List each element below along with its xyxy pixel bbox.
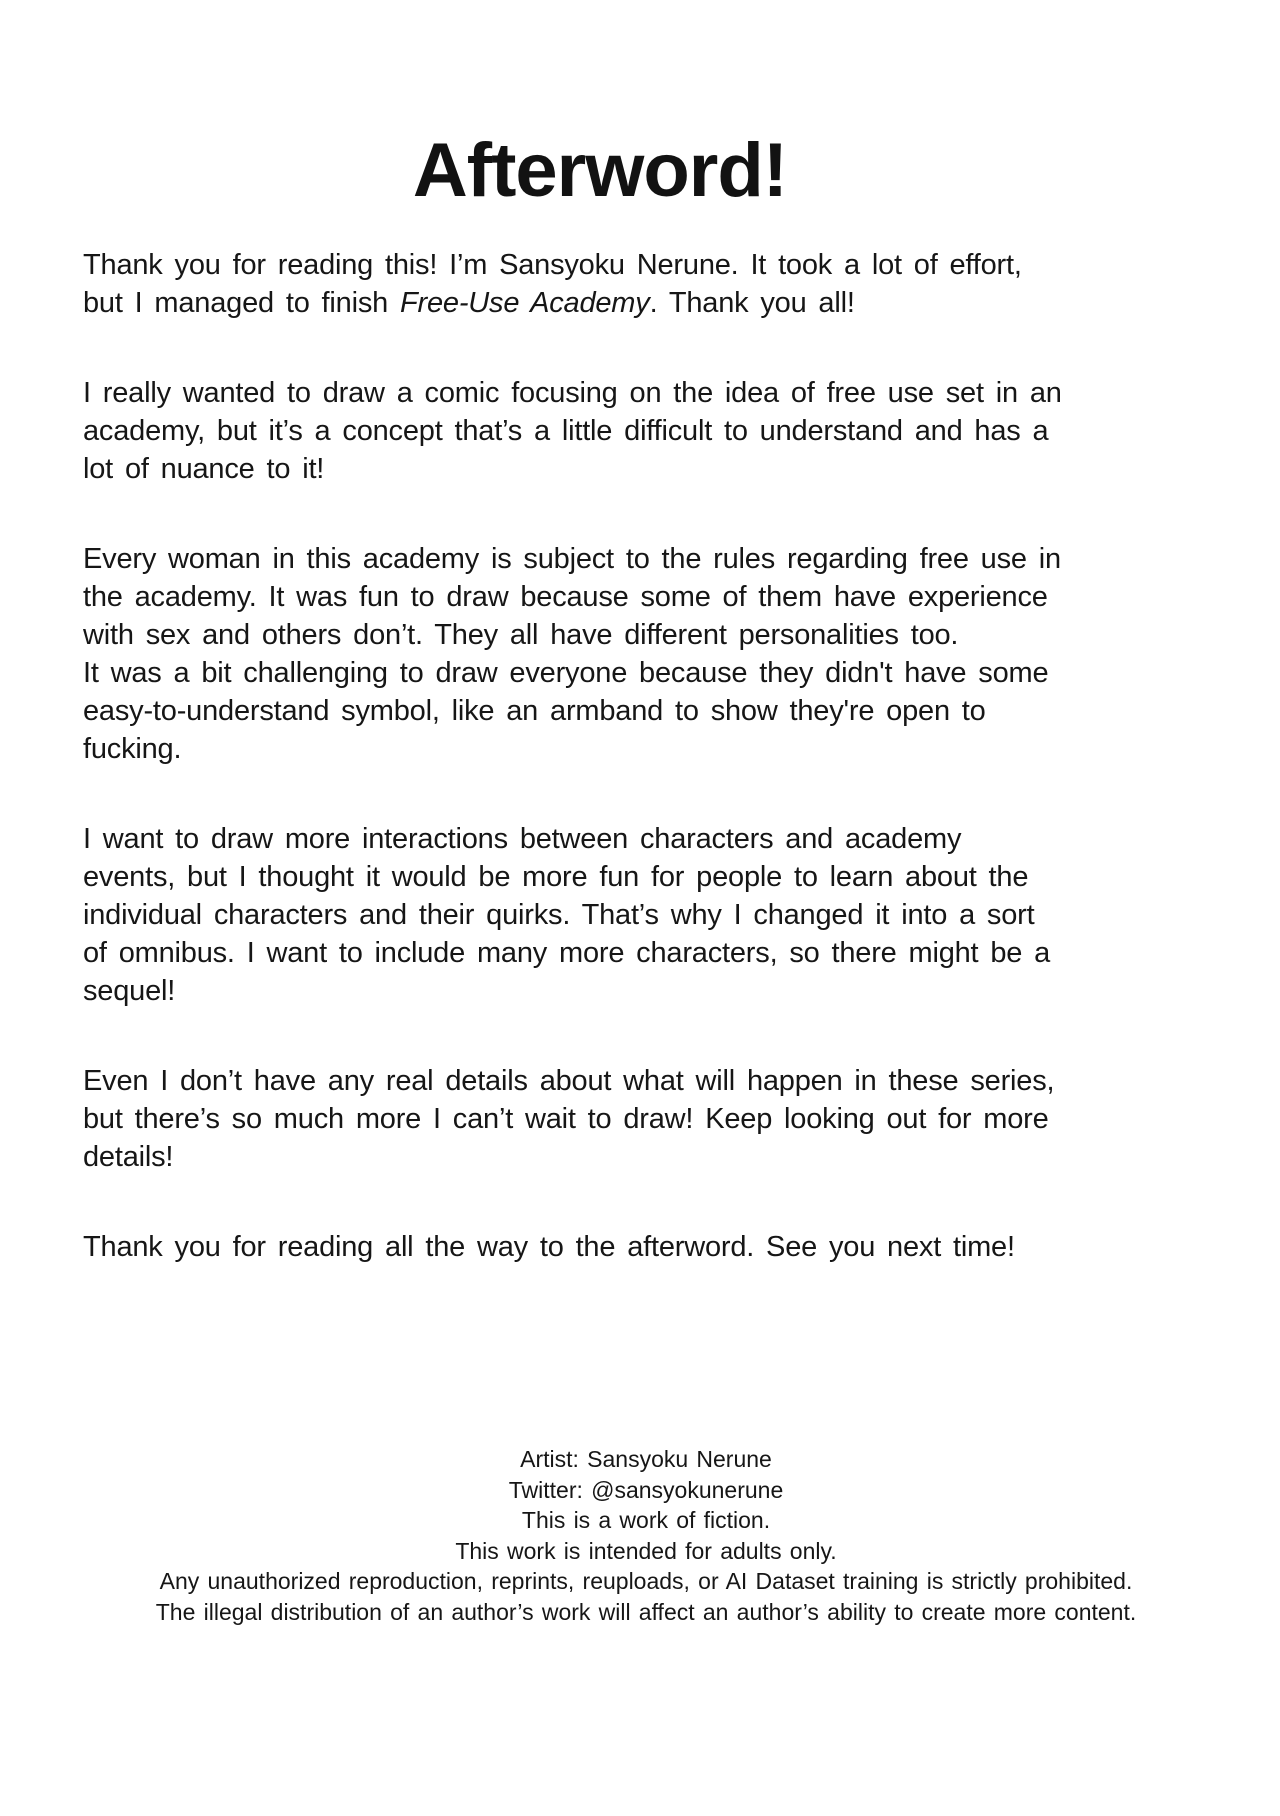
text-segment: lot of nuance to it! bbox=[83, 453, 325, 485]
text-segment: of omnibus. I want to include many more characters, so there might be a bbox=[83, 937, 1051, 969]
credit-line: Artist: Sansyoku Nerune bbox=[520, 1446, 772, 1472]
text-segment: I really wanted to draw a comic focusing on the idea of free use set in an bbox=[83, 377, 1062, 409]
credit-line: This is a work of fiction. bbox=[521, 1507, 771, 1533]
text-segment: Thank you for reading this! I’m Sansyoku Nerune. It took a lot of effort, bbox=[83, 249, 1022, 281]
text-line bbox=[83, 692, 1223, 730]
afterword-body bbox=[83, 246, 1223, 1318]
text-segment: individual characters and their quirks. That’s why I changed it into a sort bbox=[83, 899, 1035, 931]
text-line bbox=[83, 616, 1223, 654]
paragraph bbox=[83, 820, 1223, 1010]
paragraph bbox=[83, 246, 1223, 322]
credit-line: Twitter: @sansyokunerune bbox=[508, 1476, 784, 1503]
text-segment: sequel! bbox=[83, 975, 176, 1007]
text-line bbox=[83, 730, 1223, 768]
text-line bbox=[83, 1100, 1223, 1138]
credits-block bbox=[0, 1444, 1280, 1627]
paragraph bbox=[83, 1228, 1223, 1266]
credit-line: The illegal distribution of an author’s work will affect an author’s ability to create more content. bbox=[155, 1598, 1137, 1625]
text-segment: It was a bit challenging to draw everyone because they didn't have some bbox=[83, 657, 1049, 689]
text-segment: Thank you for reading all the way to the afterword. See you next time! bbox=[83, 1231, 1015, 1263]
text-segment: . Thank you all! bbox=[649, 287, 855, 319]
text-line bbox=[83, 1062, 1223, 1100]
page-title: Afterword! bbox=[412, 127, 788, 213]
text-line bbox=[83, 972, 1223, 1010]
text-segment: I want to draw more interactions between characters and academy bbox=[83, 823, 962, 855]
italic-text: Free-Use Academy bbox=[399, 287, 650, 319]
paragraph bbox=[83, 374, 1223, 488]
text-line bbox=[83, 1228, 1223, 1266]
text-line bbox=[83, 578, 1223, 616]
credit-line: Any unauthorized reproduction, reprints, reuploads, or AI Dataset training is strictly prohibited. bbox=[159, 1568, 1133, 1594]
text-line bbox=[83, 374, 1223, 412]
text-segment: the academy. It was fun to draw because some of them have experience bbox=[83, 581, 1048, 613]
text-segment: but there’s so much more I can’t wait to draw! Keep looking out for more bbox=[83, 1103, 1049, 1135]
text-segment: with sex and others don’t. They all have different personalities too. bbox=[83, 619, 959, 651]
text-line bbox=[83, 858, 1223, 896]
text-line bbox=[83, 820, 1223, 858]
paragraph bbox=[83, 1062, 1223, 1176]
text-line bbox=[83, 654, 1223, 692]
text-line bbox=[83, 896, 1223, 934]
text-line bbox=[83, 246, 1223, 284]
text-segment: but I managed to finish bbox=[83, 287, 400, 319]
text-segment: easy-to-understand symbol, like an armband to show they're open to bbox=[83, 695, 986, 727]
text-line bbox=[83, 412, 1223, 450]
text-segment: events, but I thought it would be more fun for people to learn about the bbox=[83, 861, 1029, 893]
text-segment: Even I don’t have any real details about what will happen in these series, bbox=[83, 1065, 1055, 1097]
text-line bbox=[83, 1138, 1223, 1176]
text-segment: Every woman in this academy is subject to the rules regarding free use in bbox=[83, 543, 1061, 575]
text-segment: details! bbox=[83, 1141, 174, 1173]
text-line bbox=[83, 284, 1223, 322]
text-line bbox=[83, 540, 1223, 578]
paragraph bbox=[83, 540, 1223, 768]
text-segment: academy, but it’s a concept that’s a little difficult to understand and has a bbox=[83, 415, 1049, 447]
text-segment: fucking. bbox=[83, 733, 182, 765]
text-line bbox=[83, 450, 1223, 488]
credit-line: This work is intended for adults only. bbox=[455, 1537, 837, 1564]
text-line bbox=[83, 934, 1223, 972]
